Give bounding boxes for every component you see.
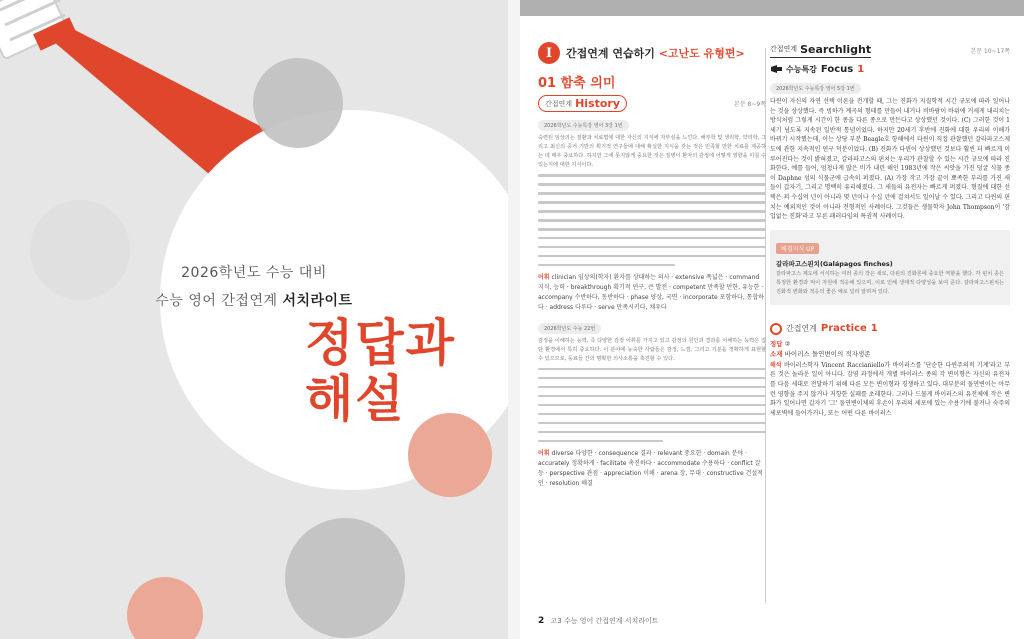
practice-circle-icon: [770, 323, 782, 335]
focus-prefix: 수능특강: [786, 65, 817, 74]
history-tag-name: History: [575, 97, 620, 110]
practice-num: 1: [870, 323, 878, 335]
cover-circle-peach-bottom: [127, 577, 203, 639]
searchlight-source-pill: 2026학년도 수능특강 영어 5강 1번: [770, 83, 861, 94]
background-knowledge-title: 갈라파고스핀치(Galápagos finches): [776, 259, 893, 268]
history-pageref: 본문 8~9쪽: [734, 101, 766, 108]
searchlight-header: [770, 40, 1010, 60]
section-title-highlight: <고난도 유형편>: [658, 47, 745, 60]
topic-line: [770, 349, 1010, 359]
right-column: [770, 40, 1010, 418]
searchlight-pageref: 본문 10~17쪽: [970, 47, 1010, 55]
practice-prefix: 간접연계: [786, 324, 817, 334]
section-roman: I: [538, 42, 560, 64]
history-paragraph-2-lines: [538, 368, 766, 442]
cover-circle-gray-bottom: [285, 518, 405, 638]
background-knowledge-box: [770, 230, 1010, 305]
flashlight-icon: [770, 65, 782, 75]
section-title: [566, 45, 745, 61]
cover-circle-faint: [30, 200, 130, 300]
history-header: [538, 95, 766, 112]
cover-title-1: 정답과: [305, 314, 456, 372]
history-paragraph-1: 숙련된 임상의는 질환과 치료법에 대한 자신의 지식에 자부심을 느낀다. 해부학 및 생리학, 약리학, 그리고 최신의 증거 기반의 획기적 연구들에 대해 확실한 지식을 갖는 것은 민족할 만한 치료를 제공하는 데 매우 중요하다. 하지만 그에 못지않게 중요한 것은 질병이 환자의 감정에 어떻게 영향을 미칠 수 있는지에 대한 지식이다.: [538, 135, 766, 168]
history-vocab-1: [538, 273, 766, 313]
left-column: [538, 40, 766, 489]
content-page: [520, 0, 1024, 639]
subsection-title: 01 함축 의미: [538, 76, 616, 91]
history-source-pill-2: 2026학년도 수능 22번: [538, 323, 601, 334]
searchlight-tag-prefix: 간접연계: [770, 45, 798, 53]
history-source-pill-1: 2026학년도 수능특강 영어 3강 1번: [538, 120, 629, 131]
history-paragraph-1-lines: [538, 174, 766, 266]
searchlight-tag-name: Searchlight: [800, 42, 872, 56]
top-bar: [520, 0, 1024, 16]
practice-name: Practice: [820, 323, 867, 335]
explanation-value: 바이러스학자 Vincent Raccianiello가 바이러스를 '단순한 다윈주의적 기계'라고 부른 것은 놀라운 일이 아니다. 감염 과정에서 개별 바이러스 종의 각 변이형은 자신의 유전자를 다음 세대로 전달하기 위해 다른 모든 변이형과 경쟁하고 있다. 대부분의 돌연변이는 아무런 영향을 주지 않거나 저항한 실패를 초래한다. 그러나 드물게 바이러스의 유전체에 작은 변화가 일어나면 갑자기 '그' 돌연변이체의 후손이 우리의 세포에 있는 수용기에 붙거나 숙주의 세포벽에 들어가거나, 또는 어떤 다른 바이러스: [770, 361, 1010, 417]
explanation-label: 해석: [770, 361, 782, 369]
answer-line: [770, 339, 1010, 349]
explanation-text: [770, 361, 1010, 419]
footer-page-number: 2: [538, 616, 545, 626]
vocab-text-2: diverse 다양한 · consequence 결과 · relevant 중요한 · domain 분야 · accurately 정확하게 · facilitate 촉진하다 · accommodate 수용하다 · conflict 갈등 · perspective 관점 · appreciation 이해 · arena 장, 무대 · constructive 건설적인 · resolution 해결: [538, 449, 763, 487]
vocab-label-2: 어휘: [538, 449, 550, 457]
cover-circle-peach-right: [408, 413, 492, 497]
section-header: [538, 40, 766, 66]
focus-num: 1: [857, 64, 865, 75]
focus-name: Focus: [820, 64, 854, 75]
cover-title-2: 해설: [305, 370, 406, 428]
cover-page: [0, 0, 508, 639]
cover-subtitle-2-prefix: 수능 영어 간접연계: [155, 293, 278, 309]
cover-subtitle-2: [0, 290, 508, 310]
cover-subtitle-1: 2026학년도 수능 대비: [181, 265, 327, 281]
vocab-text-1: clinician 임상의(학자) 환자를 상대하는 의사 · extensive 폭넓은 · command 지식, 능력 · breakthrough 획기적 연구, 큰 발전 · competent 만족할 만한, 유능한 · accompany 수반하다, 동반하다 · phase 양상, 국면 · incorporate 포함하다, 통합하다 · address 다루다 · serve 만족시키다, 채우다: [538, 273, 765, 311]
focus-heading: [770, 64, 1010, 75]
cover-circle-gray-top: [253, 58, 343, 148]
cover-subtitle-2-bold: 서치라이트: [282, 293, 353, 309]
practice-heading: [770, 323, 1010, 335]
footer-text: 고3 수능 영어 간접연계 서치라이트: [550, 617, 659, 625]
history-tag-prefix: 간접연계: [545, 99, 573, 108]
topic-value: 바이러스 돌연변이의 적자생존: [784, 349, 871, 358]
page-footer: [538, 616, 659, 626]
searchlight-body: 다윈이 자신의 자연 선택 이론을 전개할 때, 그는 진화가 지질학적 시간 규모에 따라 일어나는 것을 상상했다. 즉 빙하가 계곡의 형태를 만들어 내거나 비바람이 바위에 거세게 내리치는 방식처럼 그렇게 시간이 한 종을 다른 종으로 만든다고 상상했던 것이다. (C) 그러한 것이 1세기 넘도록 지속된 일반적 통념이었다. 하지만 20세기 후반에 진화에 대한 우리의 이해가 바뀌기 시작했는데, 이는 상당 부분 Beagle호 항해에서 다윈이 직접 관찰했던 갈라파고스제도에 관한 지속적인 연구 덕분이었다. (B) 진화가 다윈이 상상했던 것보다 훨씬 더 빠르게 이루어진다는 것이 밝혀졌고, 갈라파고스의 핀치는 우리가 관찰할 수 있는 시간 규모에 따라 진화한다. 예를 들어, 엄청나게 많은 비가 내린 해인 1983년에 작은 씨앗을 가진 덩굴 식물 종이 Daphne 섬의 식물군에 급속히 퍼졌다. (A) 가장 작고 가장 끝이 뾰족한 부리를 가진 새들이 갑자기, 그리고 명백히 유리해졌다. 그 새들의 유전자는 빠르게 퍼졌다. 형질에 대한 선택은 꾀 수십억 년이 아니라 몇 년이나 수십 년에 걸쳐서도 일어날 수 있다. 그리고 다윈의 핀치는 예외적인 것이 아니라 전형적인 사례이다. 그것들은 생물학자 John Thompson이 '감입없는 진화'라고 부른 패러다임의 특권적 사례이다.: [770, 98, 1010, 221]
answer-value: ②: [784, 339, 791, 348]
history-vocab-2: [538, 449, 766, 489]
answer-label: 정답: [770, 339, 783, 348]
history-paragraph-2: 감정을 이해하는 능력, 즉 다양한 감정 어휘를 가지고 있고 감정의 원인과 결과를 이해하는 능력은 집단 환경에서 특히 중요하다. 이 분야에 능숙한 사람들은 감정, 느낌, 그리고 기분을 정확하게 표현할 수 있으므로, 동료들 간의 명확한 의사소통을 촉진할 수 있다.: [538, 337, 766, 362]
searchlight-tag: [770, 43, 871, 58]
background-knowledge-text: 갈라파고스 제도에 서식하는 여러 종의 작은 새로, 다윈의 진화론에 중요한 역할을 했다. 각 핀치 종은 특정한 환경과 먹이 자원에 적응해 있으며, 이로 인해 생태적 다양성을 보여 준다. 갈라파고스핀치는 진화적 변화와 적응의 좋은 예로 널리 알려져 있다.: [776, 270, 1004, 295]
background-knowledge-label: 배경지식 UP: [776, 243, 819, 254]
vocab-label-1: 어휘: [538, 273, 550, 281]
topic-label: 소재: [770, 349, 783, 358]
history-tag: [538, 95, 627, 112]
section-title-prefix: 간접연계 연습하기: [566, 47, 655, 60]
